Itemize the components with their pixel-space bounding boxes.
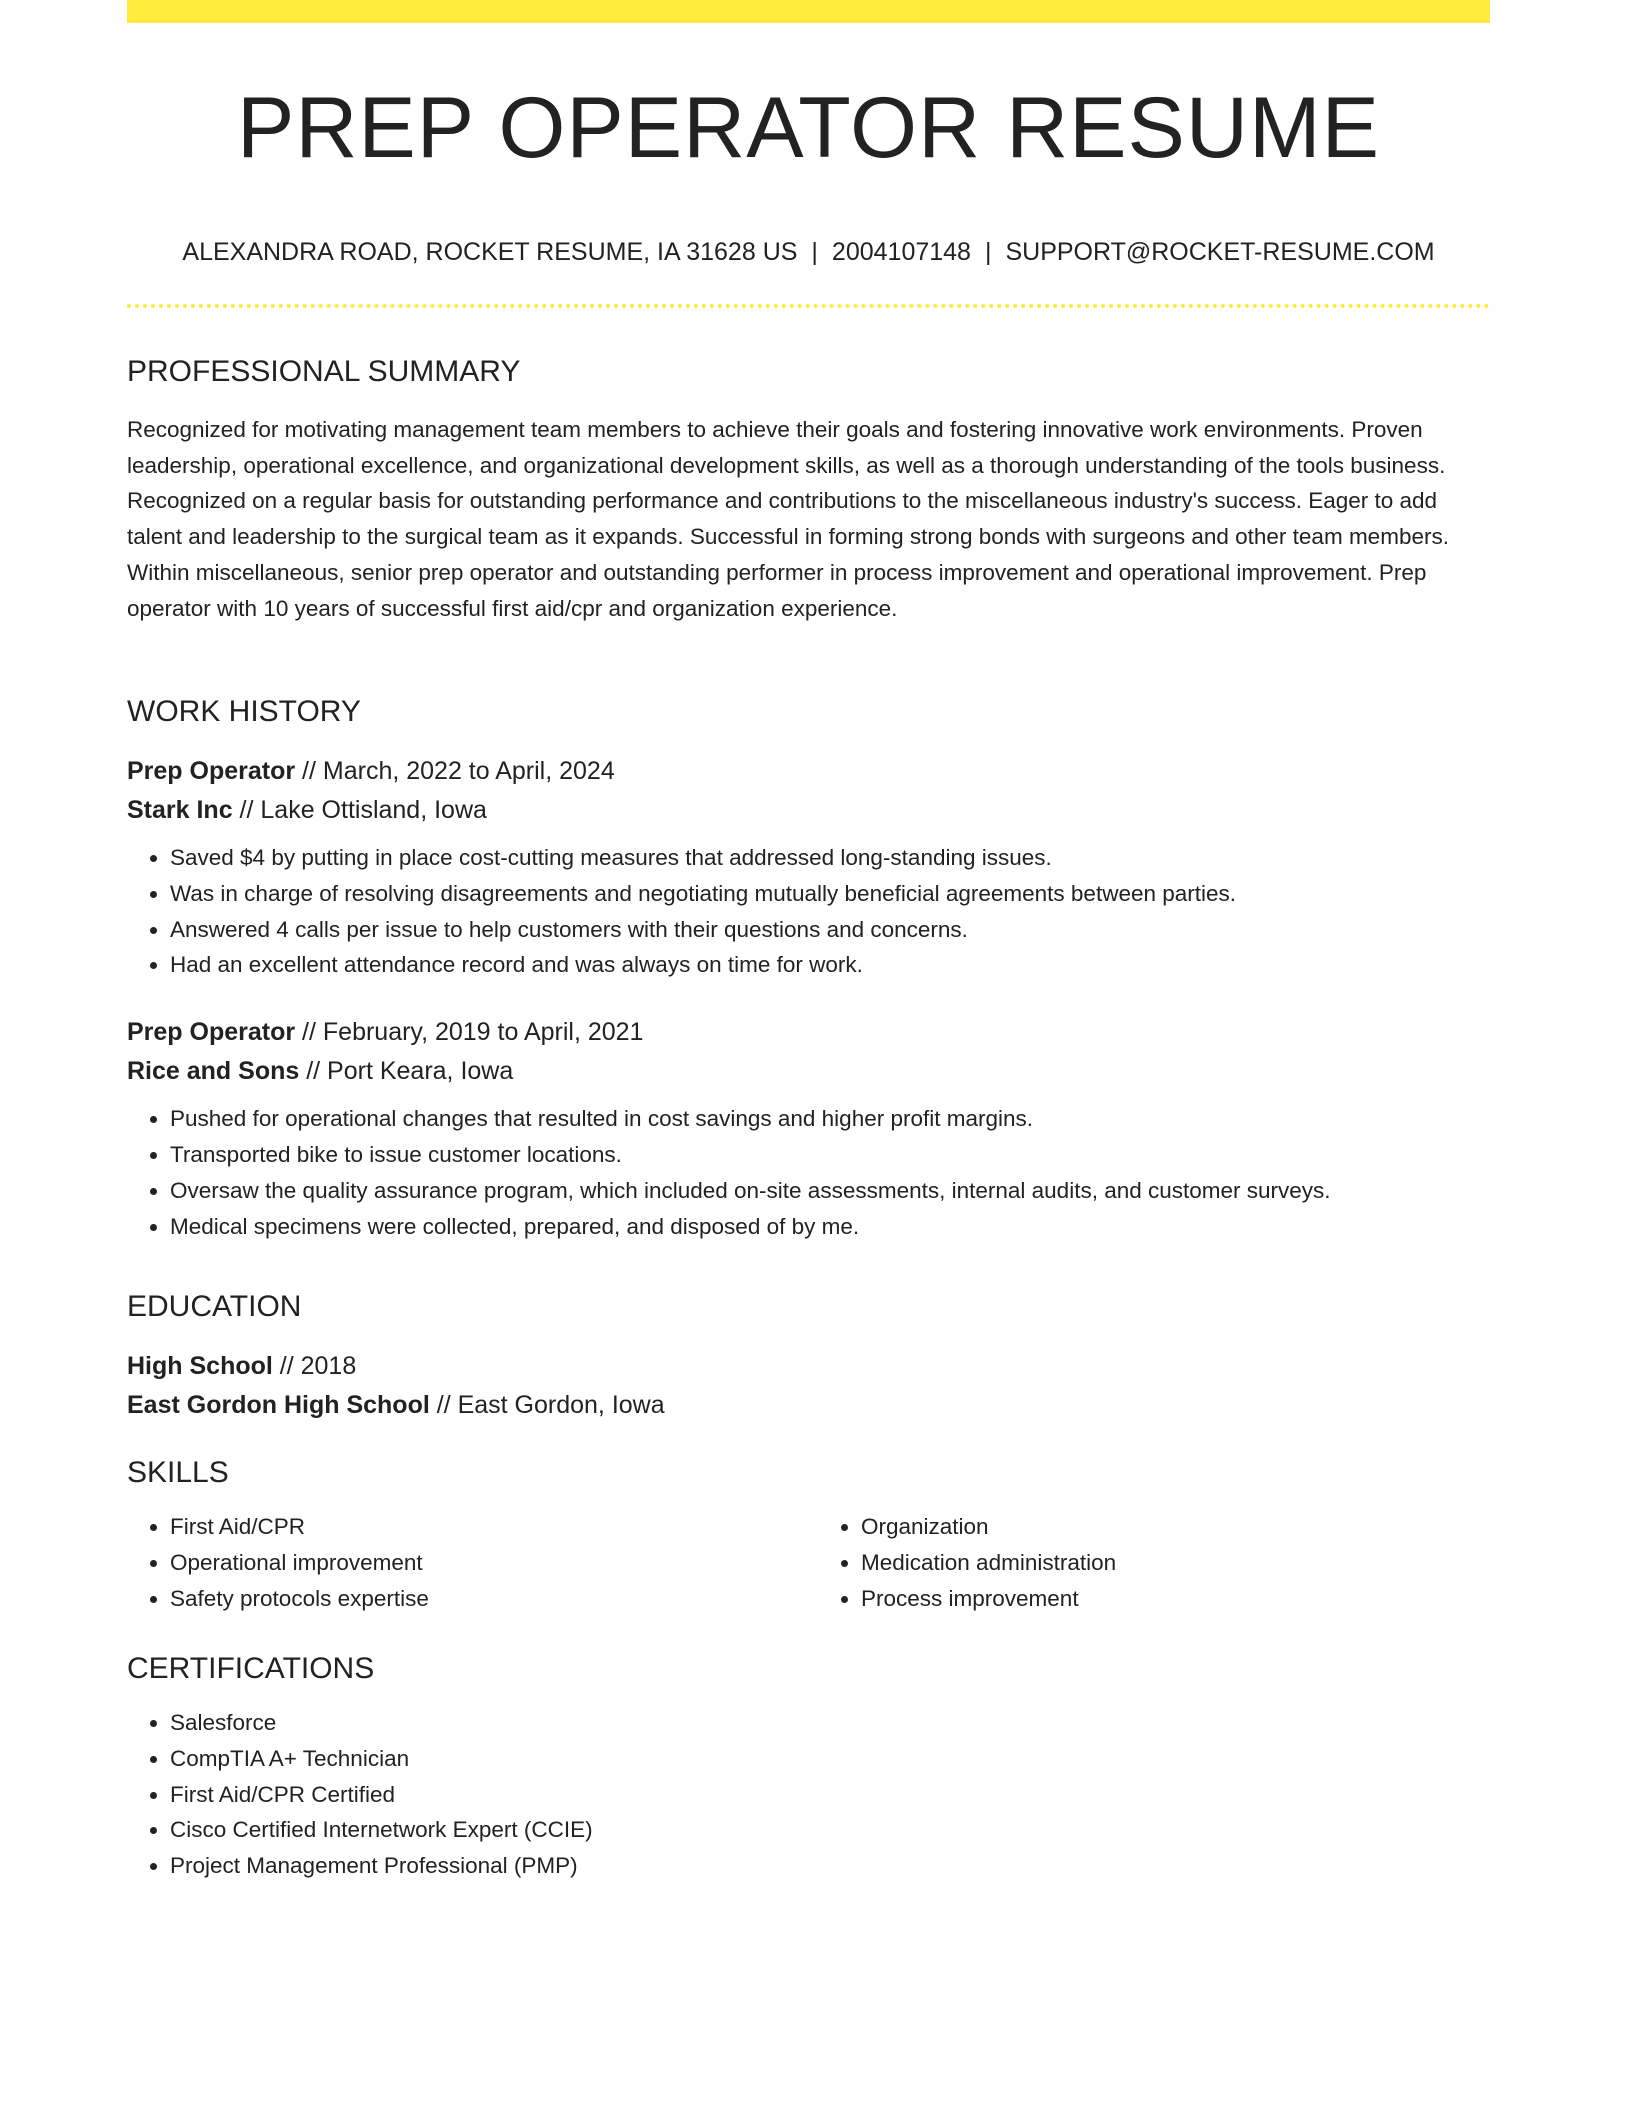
skill-item: • Safety protocols expertise	[170, 1581, 798, 1617]
job-bullet: • Oversaw the quality assurance program, which included on-site assessments, internal audits, and customer surveys.	[170, 1173, 1490, 1209]
dotted-divider	[127, 304, 1490, 308]
summary-text: Recognized for motivating management team members to achieve their goals and fostering innovative work environments. Proven leadership, operational excellence, and organizational development skills, as well as a thorough understanding of the tools business. Recognized on a regular basis for outstanding performance and contributions to the miscellaneous industry's success. Eager to add talent and leadership to the surgical team as it expands. Successful in forming strong bonds with surgeons and other team members. Within miscellaneous, senior prep operator and outstanding performer in process improvement and operational improvement. Prep operator with 10 years of successful first aid/cpr and organization experience.	[127, 417, 1449, 621]
skills-list-left	[127, 1509, 798, 1616]
accent-top-bar	[127, 0, 1490, 23]
skills-columns	[127, 1509, 1490, 1616]
job-company-line	[127, 1052, 1490, 1091]
job-bullet: • Pushed for operational changes that resulted in cost savings and higher profit margins.	[170, 1101, 1490, 1137]
job-title-line	[127, 1013, 1490, 1052]
job-company-line	[127, 791, 1490, 830]
job-bullet: • Answered 4 calls per issue to help customers with their questions and concerns.	[170, 912, 1490, 948]
work-history-section	[127, 694, 1490, 1244]
skill-item: • Organization	[861, 1509, 1489, 1545]
contact-separator: |	[811, 238, 818, 266]
job-bullet: • Medical specimens were collected, prepared, and disposed of by me.	[170, 1209, 1490, 1245]
summary-heading: PROFESSIONAL SUMMARY	[127, 355, 521, 388]
certification-item: • Project Management Professional (PMP)	[170, 1848, 1490, 1884]
education-entry	[127, 1347, 1490, 1425]
job-location: // Lake Ottisland, Iowa	[232, 796, 487, 824]
certifications-list	[127, 1705, 1490, 1884]
job-company: Rice and Sons	[127, 1057, 300, 1086]
resume-title: PREP OPERATOR RESUME	[236, 80, 1381, 176]
job-dates: // March, 2022 to April, 2024	[295, 757, 615, 785]
job-title: Prep Operator	[127, 757, 296, 785]
job-title-line	[127, 752, 1490, 791]
education-degree-line	[127, 1347, 1490, 1386]
certification-item: • CompTIA A+ Technician	[170, 1741, 1490, 1777]
job-bullet: • Was in charge of resolving disagreements and negotiating mutually beneficial agreements between parties.	[170, 876, 1490, 912]
contact-address: ALEXANDRA ROAD, ROCKET RESUME, IA 31628 US	[182, 238, 798, 266]
work-history-heading: WORK HISTORY	[127, 695, 361, 728]
certifications-heading: CERTIFICATIONS	[127, 1652, 375, 1685]
education-degree: High School	[127, 1352, 273, 1380]
education-school-line	[127, 1386, 1490, 1425]
contact-separator: |	[984, 238, 992, 266]
skills-section	[127, 1455, 1490, 1616]
job-bullet: • Transported bike to issue customer locations.	[170, 1137, 1490, 1173]
job-entry	[127, 1013, 1490, 1244]
contact-email[interactable]: SUPPORT@ROCKET-RESUME.COM	[1005, 238, 1435, 266]
skill-item: • First Aid/CPR	[170, 1509, 798, 1545]
job-bullets	[127, 840, 1490, 983]
education-school: East Gordon High School	[127, 1391, 430, 1419]
job-bullets	[127, 1101, 1490, 1244]
summary-section	[127, 354, 1490, 626]
job-location: // Port Keara, Iowa	[299, 1057, 514, 1086]
contact-phone[interactable]: 2004107148	[831, 238, 971, 266]
skill-item: • Operational improvement	[170, 1545, 798, 1581]
certification-item: • Cisco Certified Internetwork Expert (CCIE)	[170, 1812, 1490, 1848]
contact-line	[127, 236, 1490, 268]
job-entry	[127, 752, 1490, 983]
job-company: Stark Inc	[127, 796, 233, 824]
skill-item: • Process improvement	[861, 1581, 1489, 1617]
education-year: // 2018	[272, 1352, 357, 1380]
education-section	[127, 1289, 1490, 1425]
job-bullet: • Had an excellent attendance record and was always on time for work.	[170, 947, 1490, 983]
certification-item: • Salesforce	[170, 1705, 1490, 1741]
education-heading: EDUCATION	[127, 1290, 302, 1323]
skills-heading: SKILLS	[127, 1456, 229, 1489]
job-dates: // February, 2019 to April, 2021	[295, 1018, 644, 1047]
skill-item: • Medication administration	[861, 1545, 1489, 1581]
job-title: Prep Operator	[127, 1018, 296, 1047]
certifications-section	[127, 1651, 1490, 1884]
skills-list-right	[818, 1509, 1489, 1616]
job-bullet: • Saved $4 by putting in place cost-cutting measures that addressed long-standing issues.	[170, 840, 1490, 876]
certification-item: • First Aid/CPR Certified	[170, 1777, 1490, 1813]
education-location: // East Gordon, Iowa	[429, 1391, 665, 1419]
